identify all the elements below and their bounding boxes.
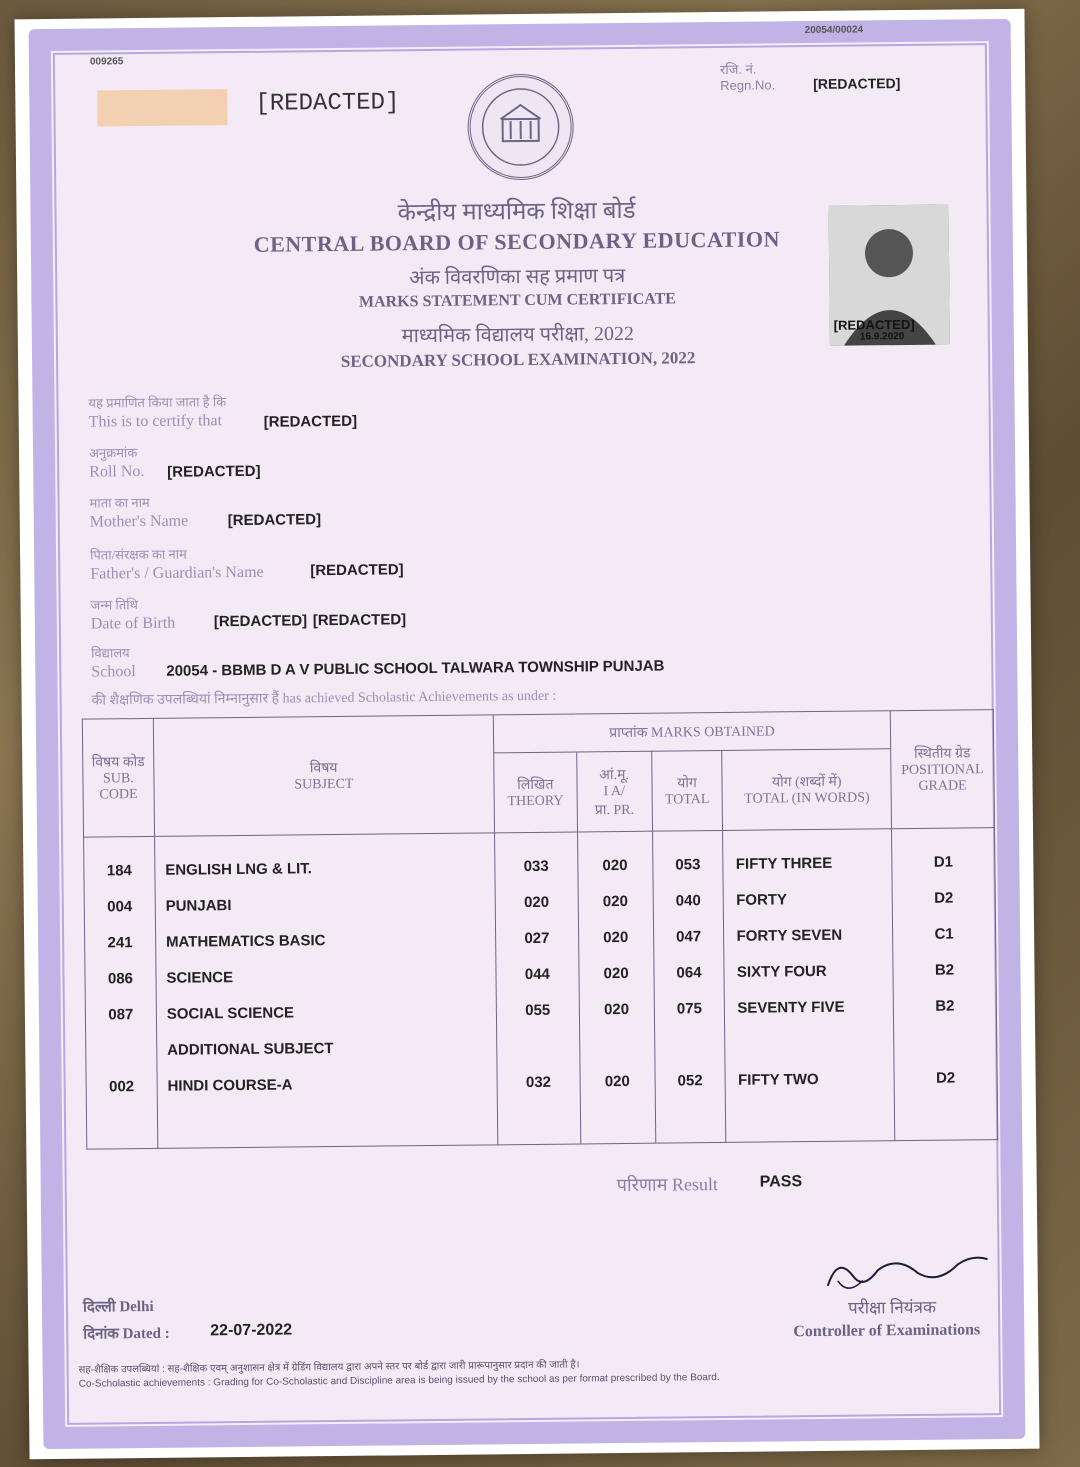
ia-en2: प्रा. PR. [594,802,635,818]
board-title-hindi: केन्द्रीय माध्यमिक शिक्षा बोर्ड [397,197,636,227]
candidate-photo [828,205,949,346]
certificate-paper [14,9,1039,1459]
result-label [617,1172,718,1197]
certificate-title-hindi: अंक विवरणिका सह प्रमाण पत्र [409,264,626,290]
result-label-en: Result [671,1174,719,1195]
exam-title-hindi: माध्यमिक विद्यालय परीक्षा, 2022 [401,322,635,348]
row-subject: PUNJABI [165,897,232,915]
ia-cell [577,831,655,1144]
col-sub-code [82,718,154,837]
row-grade: B2 [935,997,955,1015]
grade-cell [892,828,998,1141]
place-en: Delhi [119,1298,154,1316]
col-ia [576,751,652,832]
dob-label-en: Date of Birth [90,614,176,633]
father-label-hi: पिता/संरक्षक का नाम [90,546,187,563]
total-en: TOTAL [664,792,710,808]
row-ia: 020 [603,928,629,947]
mother-label-en: Mother's Name [89,512,189,531]
row-words: SEVENTY FIVE [737,998,845,1017]
row-ia: 020 [604,1072,630,1091]
result-label-hi: परिणाम [616,1174,668,1196]
row-total: 064 [676,964,702,982]
row-words: FIFTY TWO [737,1070,819,1089]
controller-hi: परीक्षा नियंत्रक [847,1297,937,1318]
total-hi: योग [677,776,697,792]
controller-en: Controller of Examinations [793,1321,981,1341]
row-theory: 020 [523,893,550,912]
dob-value: [REDACTED] [213,612,308,631]
father-name: [REDACTED] [310,561,404,580]
roll-label-en: Roll No. [89,462,145,481]
mother-label-hi: माता का नाम [89,494,150,511]
words-cell [723,829,895,1143]
col-theory [494,752,578,833]
regn-number: [REDACTED] [813,75,901,92]
achieved-text-en: has achieved Scholastic Achievements as under : [282,688,557,707]
row-subject: SCIENCE [166,969,234,987]
place-label [83,1296,154,1317]
certificate-number: [REDACTED] [255,89,400,118]
row-words: FORTY SEVEN [736,926,843,945]
row-grade: D2 [934,889,954,907]
ia-en: I A/ [603,783,626,799]
row-theory: 033 [523,857,549,876]
row-code: 004 [107,898,133,916]
issue-date: 22-07-2022 [210,1321,293,1340]
row-code: 184 [106,862,132,880]
place-hi: दिल्ली [82,1299,116,1316]
theory-cell [494,832,580,1145]
theory-en: THEORY [507,793,564,810]
father-label-en: Father's / Guardian's Name [90,563,264,583]
col-subject [153,715,494,837]
row-ia: 020 [603,964,629,983]
row-theory: 027 [524,929,550,948]
result-value: PASS [759,1173,803,1191]
certify-label-hi: यह प्रमाणित किया जाता है कि [88,394,227,411]
row-code: 241 [107,934,133,952]
row-grade: D2 [935,1069,956,1087]
footnote-en: Co-Scholastic achievements : Grading for Co-Scholastic and Discipline area is being issued by the school as per format prescribed by the Board. [78,1372,720,1390]
row-total: 052 [677,1072,703,1090]
marks-en: MARKS OBTAINED [650,724,775,741]
candidate-name: [REDACTED] [263,412,358,431]
school-name: 20054 - BBMB D A V PUBLIC SCHOOL TALWARA TOWNSHIP PUNJAB [166,657,665,680]
col-marks-obtained [493,711,891,753]
serial-top-right: 20054/00024 [804,24,864,37]
dated-label [83,1323,170,1344]
regn-label-hi: रजि. नं. [719,61,757,77]
certify-label-en: This is to certify that [88,412,223,431]
theory-hi: लिखित [517,777,554,794]
dated-hi: दिनांक [83,1326,119,1343]
ia-hi: आं.मू. [599,767,629,783]
col-subject-hi: विषय [309,760,338,777]
marks-table [82,709,998,1150]
row-total: 040 [675,892,701,910]
marks-hi: प्राप्तांक [609,725,648,742]
grade-hi: स्थितीय ग्रेड [914,746,971,762]
row-ia: 020 [603,1000,630,1019]
row-total: 047 [676,928,702,946]
board-title-english: CENTRAL BOARD OF SECONDARY EDUCATION [253,226,781,257]
row-subject: ENGLISH LNG & LIT. [165,860,313,879]
row-code: 002 [108,1078,135,1096]
row-code: 086 [107,970,134,988]
col-code-en1: SUB. [102,771,134,787]
photo-caption-name: [REDACTED] [833,316,915,333]
row-subject: HINDI COURSE-A [167,1076,293,1095]
hologram-sticker [97,89,227,126]
dob-label-hi: जन्म तिथि [90,597,138,613]
photo-caption-date: 16.9.2020 [859,331,905,343]
additional-subject-label: ADDITIONAL SUBJECT [167,1040,334,1059]
row-grade: B2 [934,961,955,979]
row-ia: 020 [602,856,628,875]
regn-label-en: Regn.No. [720,77,776,93]
row-total: 075 [676,1000,702,1018]
row-words: FIFTY THREE [735,854,833,873]
serial-top-left: 009265 [89,56,124,68]
cbse-seal-icon [467,73,574,180]
row-code: 087 [108,1006,134,1024]
words-hi: योग (शब्दों में) [771,774,842,791]
col-code-en2: CODE [99,787,138,803]
certificate-title-english: MARKS STATEMENT CUM CERTIFICATE [358,290,677,311]
achieved-text-hi: की शैक्षणिक उपलब्धियां निम्नानुसार हैं [91,691,280,709]
school-label-en: School [91,663,136,681]
subjects-cell [154,833,497,1149]
row-subject: SOCIAL SCIENCE [166,1004,295,1023]
mother-name: [REDACTED] [227,511,322,530]
footnote-hi: सह-शैक्षिक उपलब्धियां : सह-शैक्षिक एवम् अनुशासन क्षेत्र में ग्रेडिंग विद्यालय द्वारा अपने स्तर पर बोर्ड द्वारा जारी प्रारूपानुसार प्रदान की जाती है। [78,1359,580,1376]
row-subject: MATHEMATICS BASIC [165,932,326,951]
row-theory: 032 [525,1073,552,1092]
row-ia: 020 [602,892,629,911]
cbse-seal-graphic [470,77,571,178]
col-total-words [722,749,891,831]
words-en: TOTAL (IN WORDS) [744,790,870,807]
row-theory: 044 [524,965,550,984]
codes-cell [84,836,158,1149]
regn-label [720,61,775,94]
dated-en: Dated : [122,1325,170,1343]
row-words: SIXTY FOUR [736,962,827,981]
col-subject-en: SUBJECT [294,776,354,793]
exam-title-english: SECONDARY SCHOOL EXAMINATION, 2022 [340,348,696,371]
grade-en1: POSITIONAL [901,762,984,779]
row-grade: D1 [933,853,954,871]
row-words: FORTY [736,891,788,909]
total-cell [652,830,726,1143]
row-total: 053 [675,856,701,874]
row-theory: 055 [525,1001,551,1020]
col-grade [890,710,994,829]
col-total [651,750,723,831]
grade-en2: GRADE [918,778,967,794]
dob-words: [REDACTED] [312,611,407,630]
roll-number: [REDACTED] [167,462,261,481]
col-code-hi: विषय कोड [91,755,145,771]
row-grade: C1 [934,925,954,943]
school-label-hi: विद्यालय [91,645,130,661]
roll-label-hi: अनुक्रमांक [88,445,138,461]
